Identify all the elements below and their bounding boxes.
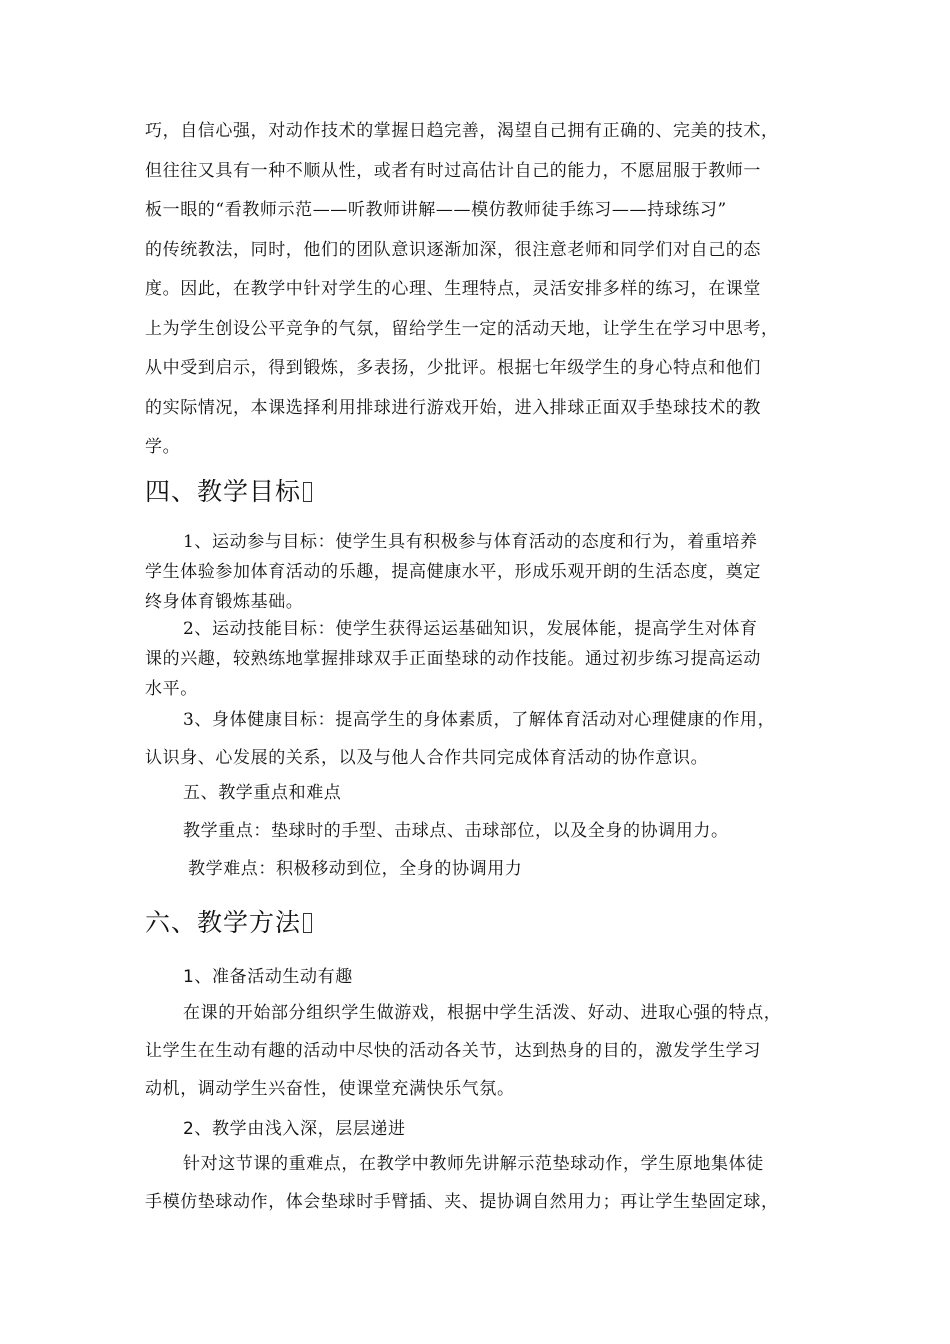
section-heading-objectives [145,472,312,508]
section-heading-key-points: 五、教学重点和难点 [183,783,342,803]
paragraph-goal-skills [145,614,805,704]
text-line: 终身体育锻炼基础。 [145,592,304,612]
text-line: 巧，自信心强，对动作技术的掌握日趋完善，渴望自己拥有正确的、完美的技术， [145,121,779,141]
text-line: 水平。 [145,679,198,699]
text-line: 手模仿垫球动作，体会垫球时手臂插、夹、提协调自然用力；再让学生垫固定球， [145,1192,779,1212]
text-line: 的实际情况，本课选择利用排球进行游戏开始，进入排球正面双手垫球技术的教 [145,397,761,418]
heading-text: 六、教学方法 [145,908,302,937]
text-line: 2、运动技能目标：使学生获得运运基础知识，发展体能，提高学生对体育 [183,619,758,639]
paragraph-method-progressive [145,1145,805,1221]
text-line: 在课的开始部分组织学生做游戏，根据中学生活泼、好动、进取心强的特点， [183,1003,782,1023]
text-line: 动机，调动学生兴奋性，使课堂充满快乐气氛。 [145,1079,515,1099]
method-title-progressive: 2、教学由浅入深，层层递进 [183,1119,406,1139]
text-line: 从中受到启示，得到锻炼，多表扬，少批评。根据七年级学生的身心特点和他们 [145,358,761,378]
method-title-warmup: 1、准备活动生动有趣 [183,967,353,987]
paragraph-method-warmup [145,994,805,1108]
text-line: 让学生在生动有趣的活动中尽快的活动各关节，达到热身的目的，激发学生学习 [145,1041,761,1061]
paragraph-goal-participation [145,527,805,617]
text-line: 的传统教法，同时，他们的团队意识逐渐加深，很注意老师和同学们对自己的态 [145,239,761,260]
difficulty-text: 教学难点：积极移动到位，全身的协调用力 [188,859,523,879]
text-line: 板一眼的“看教师示范——听教师讲解——模仿教师徒手练习——持球练习” [145,200,727,220]
section-heading-methods [145,903,312,939]
missing-glyph-icon [303,482,312,502]
text-line: 3、身体健康目标：提高学生的身体素质，了解体育活动对心理健康的作用， [183,710,776,730]
key-point-text: 教学重点：垫球时的手型、击球点、击球部位，以及全身的协调用力。 [183,821,729,841]
heading-text: 四、教学目标 [145,477,302,506]
text-line: 上为学生创设公平竞争的气氛，留给学生一定的活动天地，让学生在学习中思考， [145,318,779,339]
missing-glyph-icon [303,913,312,933]
text-line: 1、运动参与目标：使学生具有积极参与体育活动的态度和行为，着重培养 [183,532,758,552]
text-line: 课的兴趣，较熟练地掌握排球双手正面垫球的动作技能。通过初步练习提高运动 [145,649,761,669]
text-line: 针对这节课的重难点，在教学中教师先讲解示范垫球动作，学生原地集体徒 [183,1154,764,1174]
paragraph-student-characteristics [145,112,805,468]
text-line: 学生体验参加体育活动的乐趣，提高健康水平，形成乐观开朗的生活态度，奠定 [145,562,761,582]
paragraph-goal-health [145,701,805,777]
text-line: 认识身、心发展的关系，以及与他人合作共同完成体育活动的协作意识。 [145,748,709,768]
text-line: 学。 [145,437,181,457]
text-line: 度。因此，在教学中针对学生的心理、生理特点，灵活安排多样的练习，在课堂 [145,279,761,299]
text-line: 但往往又具有一种不顺从性，或者有时过高估计自己的能力，不愿屈服于教师一 [145,160,761,181]
